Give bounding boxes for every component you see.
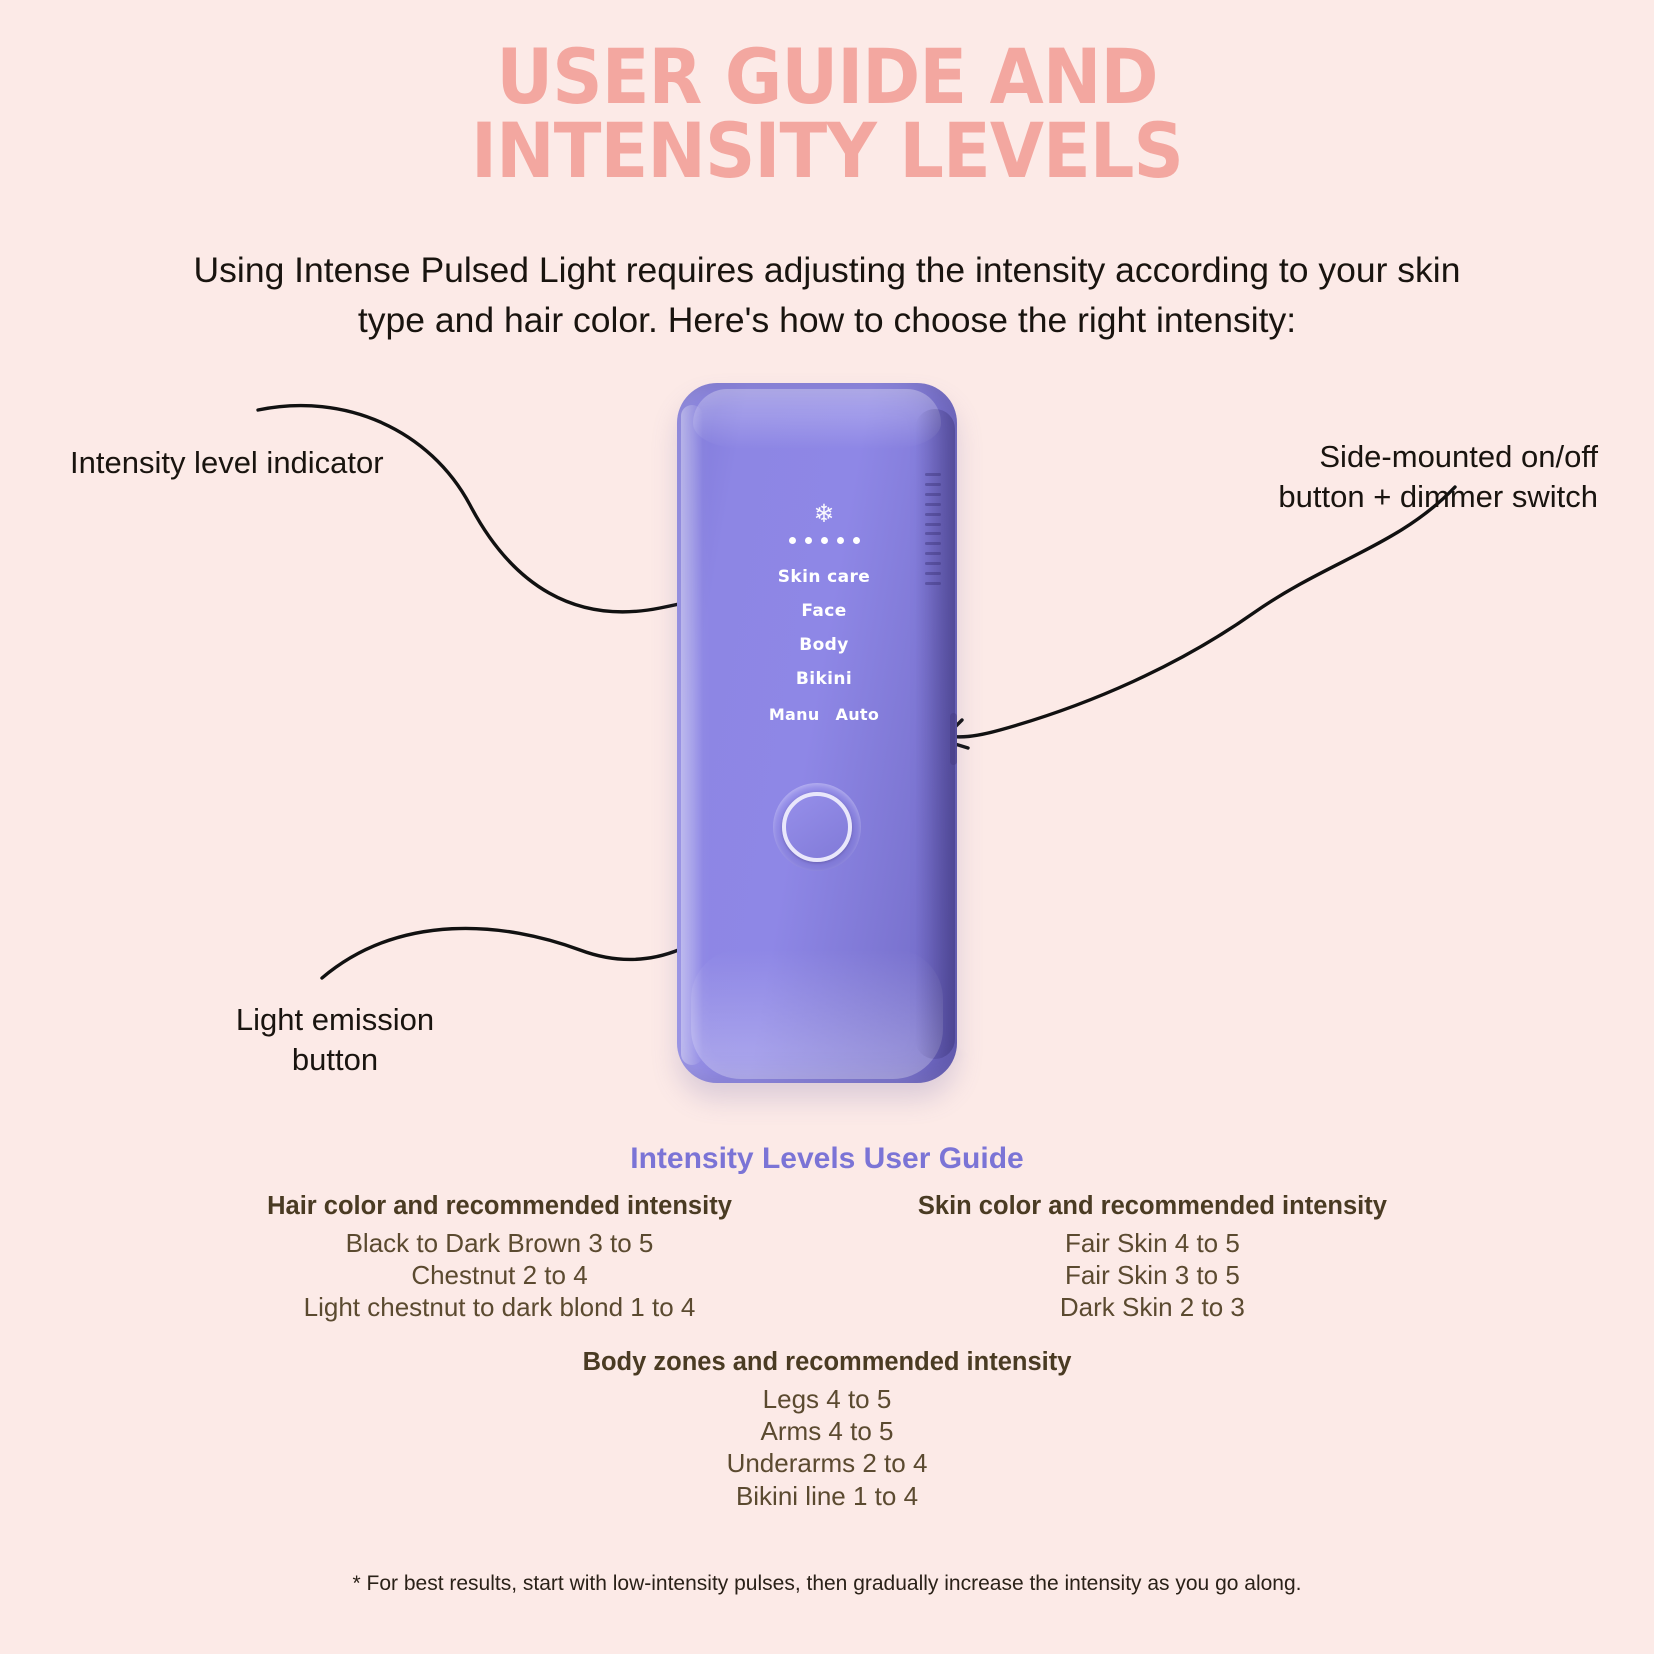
callout-light-emission-line-1: Light emission — [235, 1002, 435, 1037]
guide-body-row: Bikini line 1 to 4 — [735, 1480, 919, 1511]
light-emission-ring — [782, 792, 852, 862]
page-title-line-1: USER GUIDE AND — [496, 32, 1158, 121]
callout-light-emission — [185, 1000, 485, 1079]
intensity-dot — [805, 537, 812, 544]
intensity-dot — [837, 537, 844, 544]
intensity-dot — [821, 537, 828, 544]
guide-hair-row: Chestnut 2 to 4 — [411, 1260, 588, 1291]
guide-body-title: Body zones and recommended intensity — [582, 1348, 1072, 1376]
device-left-highlight — [681, 405, 703, 1065]
device-label-skin-care: Skin care — [777, 567, 871, 587]
device-vent-grille — [925, 473, 941, 585]
page-title-line-2: INTENSITY LEVELS — [471, 106, 1183, 196]
guide-body-row: Underarms 2 to 4 — [726, 1448, 928, 1479]
guide-hair-row: Light chestnut to dark blond 1 to 4 — [303, 1292, 696, 1323]
device-mode-manual: Manu — [768, 705, 820, 724]
ipl-device-illustration — [677, 383, 977, 1103]
device-mode-labels — [749, 560, 899, 732]
guide-hair-row: Black to Dark Brown 3 to 5 — [345, 1228, 654, 1258]
device-top-highlight — [693, 389, 941, 449]
guide-hair-column — [267, 1192, 732, 1324]
page-title — [66, 32, 1588, 196]
device-body — [677, 383, 957, 1083]
guide-body-row: Legs 4 to 5 — [762, 1384, 892, 1414]
callout-light-emission-line-2: button — [291, 1041, 379, 1077]
callout-side-button-line-1: Side-mounted on/off — [1319, 439, 1598, 474]
guide-skin-row: Fair Skin 4 to 5 — [1064, 1228, 1240, 1258]
light-emission-button[interactable] — [773, 783, 861, 871]
intensity-dot — [853, 537, 860, 544]
device-label-bikini: Bikini — [795, 669, 853, 689]
device-mode-row — [749, 698, 899, 732]
guide-skin-title: Skin color and recommended intensity — [917, 1192, 1387, 1220]
guide-columns — [0, 1192, 1654, 1324]
device-label-body: Body — [799, 635, 849, 655]
callout-side-button-line-2: button + dimmer switch — [1278, 478, 1598, 514]
arrow-path-side — [948, 487, 1455, 737]
guide-skin-row: Dark Skin 2 to 3 — [1059, 1292, 1245, 1323]
side-power-dimmer-button[interactable] — [950, 713, 957, 765]
device-screen-panel — [749, 501, 899, 732]
device-mode-auto: Auto — [835, 705, 880, 724]
device-bottom-highlight — [691, 949, 943, 1079]
callout-side-button — [1178, 437, 1598, 516]
snowflake-icon: ❄ — [813, 500, 835, 528]
guide-body-row: Arms 4 to 5 — [760, 1416, 894, 1447]
intensity-level-indicator — [749, 537, 899, 544]
intensity-dot — [789, 537, 796, 544]
device-label-face: Face — [801, 601, 847, 621]
guide-footnote: * For best results, start with low-intensity pulses, then gradually increase the intensity as you go along. — [352, 1572, 1302, 1595]
guide-skin-column — [918, 1192, 1387, 1324]
intro-paragraph: Using Intense Pulsed Light requires adjusting the intensity according to your skin type and hair color. Here's how to choose the right intensity: — [193, 250, 1461, 341]
callout-intensity-indicator: Intensity level indicator — [70, 445, 384, 480]
guide-body-zones — [0, 1348, 1654, 1512]
guide-hair-title: Hair color and recommended intensity — [267, 1192, 732, 1220]
guide-skin-row: Fair Skin 3 to 5 — [1064, 1260, 1240, 1291]
guide-section-title: Intensity Levels User Guide — [630, 1142, 1024, 1175]
